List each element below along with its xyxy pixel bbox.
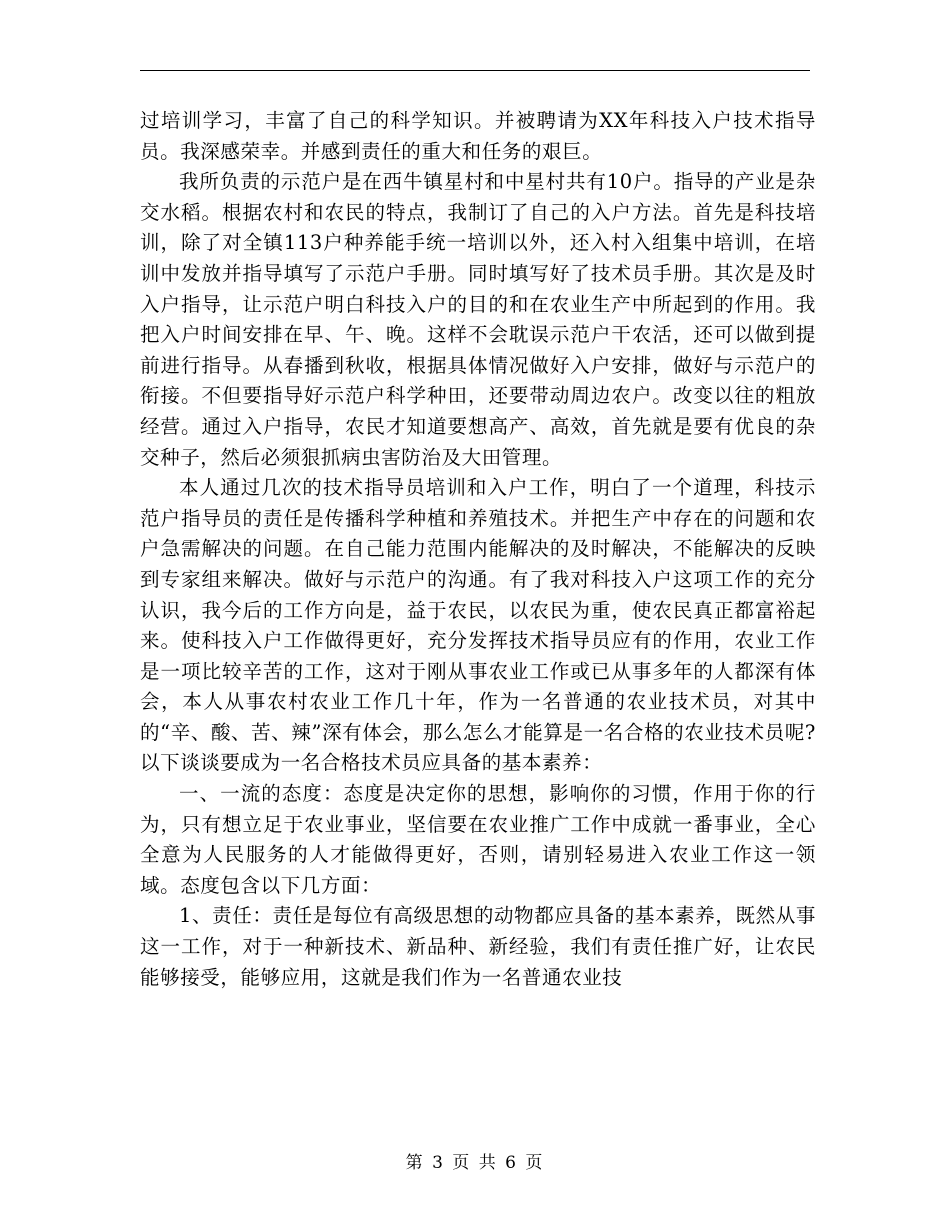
page-number-footer: 第 3 页 共 6 页 bbox=[405, 1153, 545, 1173]
body-text bbox=[140, 106, 816, 993]
paragraph-1: 过培训学习，丰富了自己的科学知识。并被聘请为XX年科技入户技术指导员。我深感荣幸。并感到责任的重大和任务的艰巨。 bbox=[140, 109, 816, 163]
paragraph-4: 一、一流的态度：态度是决定你的思想，影响你的习惯，作用于你的行为，只有想立足于农业事业，坚信要在农业推广工作中成就一番事业，全心全意为人民服务的人才能做得更好，否则，请别轻易进入农业工作这一领域。态度包含以下几方面： bbox=[140, 782, 816, 897]
paragraph-2: 我所负责的示范户是在西牛镇星村和中星村共有10户。指导的产业是杂交水稻。根据农村和农民的特点，我制订了自己的入户方法。首先是科技培训，除了对全镇113户种养能手统一培训以外，还入村入组集中培训，在培训中发放并指导填写了示范户手册。同时填写好了技术员手册。其次是及时入户指导，让示范户明白科技入户的目的和在农业生产中所起到的作用。我把入户时间安排在早、午、晚。这样不会耽误示范户干农活，还可以做到提前进行指导。从春播到秋收，根据具体情况做好入户安排，做好与示范户的衔接。不但要指导好示范户科学种田，还要带动周边农户。改变以往的粗放经营。通过入户指导，农民才知道要想高产、高效，首先就是要有优良的杂交种子，然后必须狠抓病虫害防治及大田管理。 bbox=[140, 170, 816, 469]
header-rule bbox=[140, 70, 810, 71]
paragraph-5: 1、责任：责任是每位有高级思想的动物都应具备的基本素养，既然从事这一工作，对于一种新技术、新品种、新经验，我们有责任推广好，让农民能够接受，能够应用，这就是我们作为一名普通农业技 bbox=[140, 904, 816, 989]
paragraph-3: 本人通过几次的技术指导员培训和入户工作，明白了一个道理，科技示范户指导员的责任是传播科学种植和养殖技术。并把生产中存在的问题和农户急需解决的问题。在自己能力范围内能解决的及时解决，不能解决的反映到专家组来解决。做好与示范户的沟通。有了我对科技入户这项工作的充分认识，我今后的工作方向是，益于农民，以农民为重，使农民真正都富裕起来。使科技入户工作做得更好，充分发挥技术指导员应有的作用，农业工作是一项比较辛苦的工作，这对于刚从事农业工作或已从事多年的人都深有体会，本人从事农村农业工作几十年，作为一名普通的农业技术员，对其中的“辛、酸、苦、辣”深有体会，那么怎么才能算是一名合格的农业技术员呢?以下谈谈要成为一名合格技术员应具备的基本素养： bbox=[140, 476, 816, 775]
